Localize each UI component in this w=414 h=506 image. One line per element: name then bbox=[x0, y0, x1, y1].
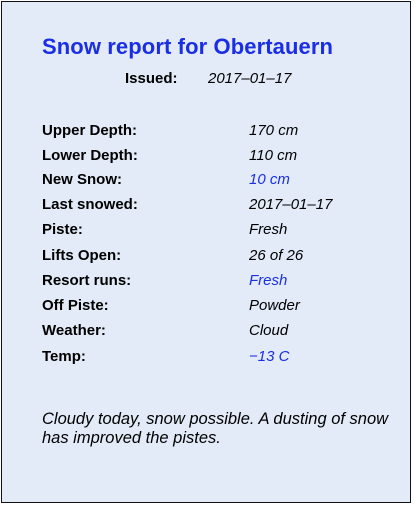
row-weather bbox=[42, 322, 382, 344]
row-lower-depth bbox=[42, 147, 382, 169]
lower-depth-value: 110 cm bbox=[249, 147, 298, 164]
upper-depth-label: Upper Depth: bbox=[42, 122, 137, 139]
new-snow-label: New Snow: bbox=[42, 171, 123, 188]
row-resort-runs bbox=[42, 272, 382, 294]
piste-label: Piste: bbox=[42, 221, 83, 238]
last-snowed-label: Last snowed: bbox=[42, 196, 138, 213]
row-lifts-open bbox=[42, 247, 382, 269]
issued-date: 2017–01–17 bbox=[208, 70, 292, 87]
weather-label: Weather: bbox=[42, 322, 106, 339]
row-last-snowed bbox=[42, 196, 382, 218]
off-piste-value: Powder bbox=[249, 297, 300, 314]
upper-depth-value: 170 cm bbox=[249, 122, 299, 139]
row-off-piste bbox=[42, 297, 382, 319]
row-temp bbox=[42, 348, 382, 370]
row-piste bbox=[42, 221, 382, 243]
row-upper-depth bbox=[42, 122, 382, 144]
piste-value: Fresh bbox=[249, 221, 288, 238]
lifts-open-value: 26 of 26 bbox=[249, 247, 304, 264]
temp-label: Temp: bbox=[42, 348, 86, 365]
report-title: Snow report for Obertauern bbox=[42, 34, 334, 59]
report-summary: Cloudy today, snow possible. A dusting of snow has improved the pistes. bbox=[42, 410, 389, 447]
issued-label: Issued: bbox=[125, 70, 178, 87]
last-snowed-value: 2017–01–17 bbox=[249, 196, 333, 213]
weather-value: Cloud bbox=[249, 322, 289, 339]
snow-report-panel bbox=[1, 1, 411, 503]
lifts-open-label: Lifts Open: bbox=[42, 247, 122, 264]
resort-runs-label: Resort runs: bbox=[42, 272, 132, 289]
off-piste-label: Off Piste: bbox=[42, 297, 109, 314]
new-snow-value: 10 cm bbox=[249, 171, 290, 188]
lower-depth-label: Lower Depth: bbox=[42, 147, 138, 164]
row-new-snow bbox=[42, 171, 382, 193]
resort-runs-value: Fresh bbox=[249, 272, 288, 289]
temp-value: −13 C bbox=[249, 348, 290, 365]
